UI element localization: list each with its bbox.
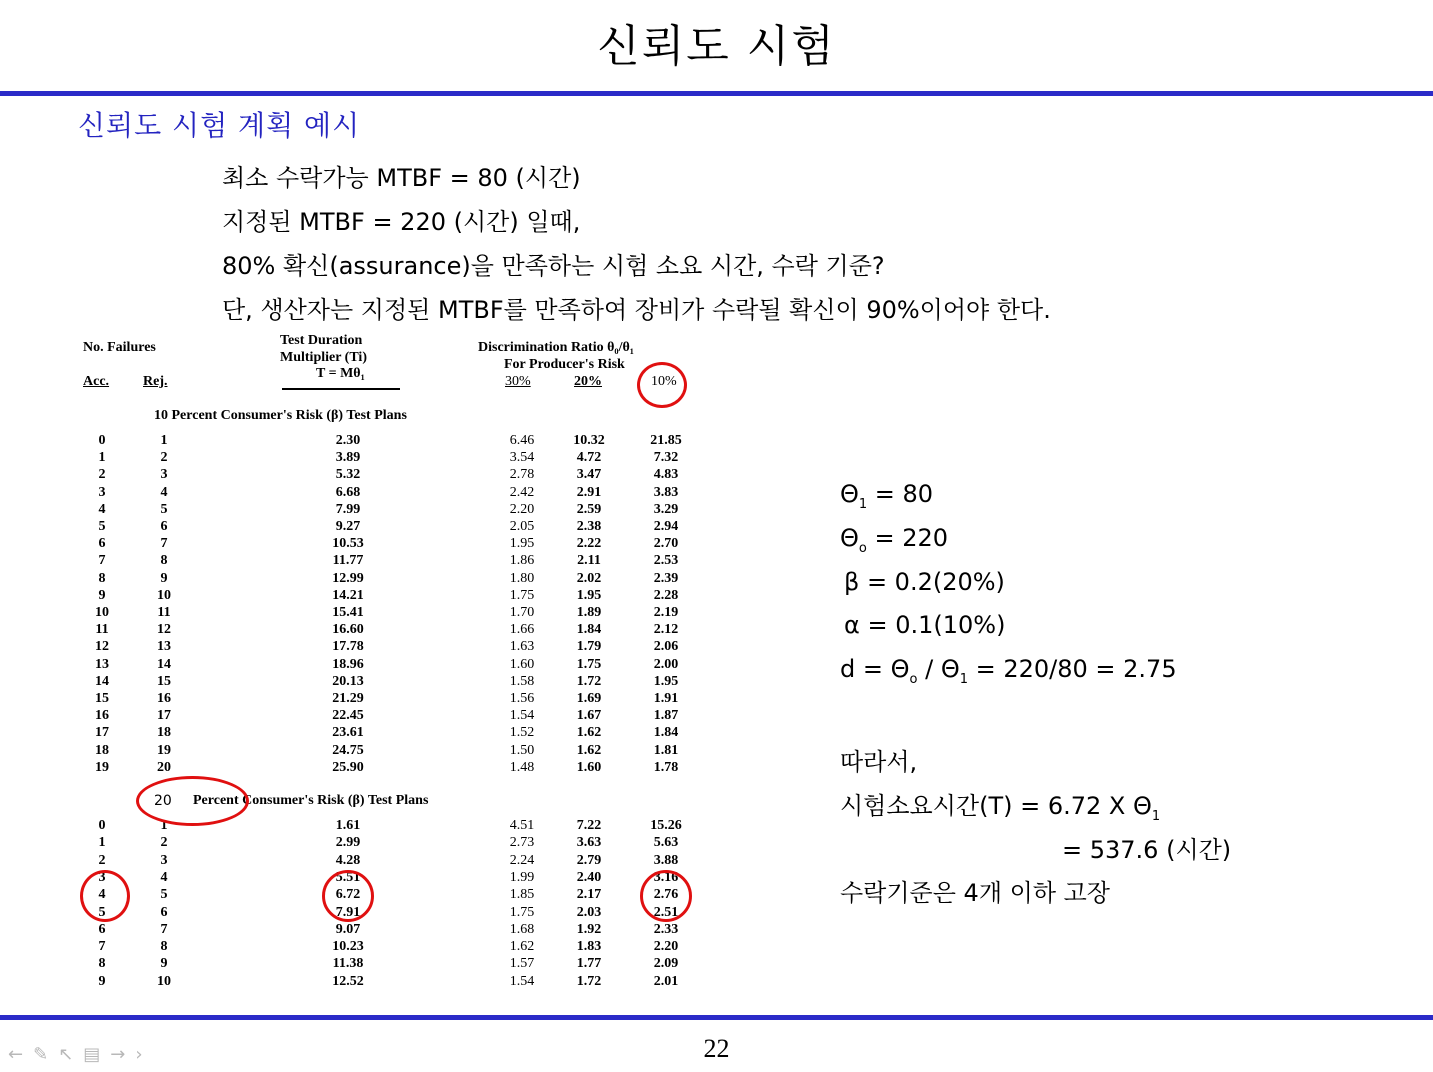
theta0-symbol: Θ (840, 524, 859, 552)
acc-cell: 6 (98, 921, 106, 937)
ratio-10-cell: 4.83 (653, 467, 679, 483)
ratio-10-cell: 2.76 (653, 887, 679, 903)
ratio-20-cell: 1.95 (576, 587, 602, 603)
acc-cell: 7 (98, 939, 106, 955)
acc-cell: 9 (98, 973, 106, 989)
acc-cell: 3 (98, 484, 106, 500)
multiplier-cell: 17.78 (332, 639, 364, 655)
acc-cell: 2 (98, 467, 106, 483)
acc-cell: 0 (98, 433, 106, 448)
rej-cell: 11 (157, 605, 171, 620)
rej-cell: 7 (160, 536, 168, 552)
ratio-10-cell: 1.81 (653, 742, 679, 758)
acc-cell: 18 (95, 742, 109, 758)
multiplier-cell: 24.75 (332, 742, 364, 758)
multiplier-cell: 12.52 (332, 973, 364, 989)
beta-line: β = 0.2(20%) (844, 568, 1005, 596)
ratio-10-cell: 5.63 (653, 835, 679, 851)
multiplier-cell: 5.32 (335, 467, 361, 483)
ratio-20-cell: 3.63 (576, 835, 602, 851)
acc-cell: 1 (98, 450, 106, 466)
multiplier-cell: 11.38 (332, 956, 364, 972)
header-pct-20: 20% (574, 374, 602, 389)
problem-statement (222, 156, 1051, 332)
acc-cell: 8 (98, 956, 106, 972)
rej-cell: 7 (160, 921, 168, 937)
ratio-10-cell: 3.16 (653, 869, 679, 885)
multiplier-cell: 7.91 (335, 904, 361, 920)
rej-cell: 4 (160, 484, 168, 500)
acc-cell: 15 (95, 691, 109, 706)
ratio-20-cell: 1.89 (576, 605, 602, 620)
multiplier-cell: 11.77 (332, 553, 364, 569)
theta0-value: = 220 (866, 524, 949, 552)
intro-line: 최소 수락가능 MTBF = 80 (시간) (222, 164, 581, 192)
ratio-20-cell: 1.69 (576, 691, 602, 706)
rej-cell: 1 (160, 433, 168, 448)
ratio-30-cell: 1.58 (509, 673, 535, 689)
highlight-circle-failures-4 (80, 870, 130, 922)
acc-cell: 2 (98, 852, 106, 868)
d-sub-o: o (909, 672, 918, 687)
test-time-line (840, 786, 1160, 824)
document-icon[interactable]: ▤ (83, 1044, 111, 1065)
ratio-30-cell: 1.57 (509, 956, 535, 972)
multiplier-cell: 10.23 (332, 939, 364, 955)
ratio-10-cell: 2.00 (653, 656, 679, 672)
bottom-divider (0, 1015, 1433, 1020)
ratio-20-cell: 2.03 (576, 904, 602, 920)
ratio-30-cell: 1.86 (509, 553, 535, 569)
ratio-30-cell: 6.46 (509, 433, 535, 448)
acceptance-criterion: 수락기준은 4개 이하 고장 (840, 879, 1110, 907)
arrow-left-icon[interactable]: ← (8, 1044, 34, 1065)
acc-cell: 10 (95, 605, 109, 620)
ratio-30-cell: 2.05 (509, 519, 535, 534)
acc-cell: 19 (95, 759, 109, 775)
rej-cell: 17 (157, 708, 171, 724)
ratio-30-cell: 4.51 (509, 818, 535, 833)
multiplier-cell: 23.61 (332, 725, 364, 741)
multiplier-cell: 12.99 (332, 570, 364, 586)
section-10-percent-title: 10 Percent Consumer's Risk (β) Test Plans (154, 408, 407, 423)
header-duration-underline (282, 388, 400, 390)
ratio-10-cell: 1.91 (653, 691, 679, 706)
ratio-30-cell: 1.56 (509, 691, 535, 706)
ratio-20-cell: 1.75 (576, 656, 602, 672)
ratio-30-cell: 1.80 (509, 570, 535, 586)
multiplier-cell: 7.99 (335, 501, 361, 517)
ratio-20-cell: 1.62 (576, 742, 602, 758)
page-title: 신뢰도 시험 (597, 21, 836, 72)
multiplier-cell: 14.21 (332, 587, 364, 603)
ratio-30-cell: 2.78 (509, 467, 535, 483)
ratio-20-cell: 1.67 (576, 708, 602, 724)
rej-cell: 15 (157, 673, 171, 689)
theta1-sub: 1 (858, 497, 868, 512)
rej-cell: 8 (160, 939, 168, 955)
highlight-circle-2-76 (640, 870, 692, 922)
ratio-20-cell: 1.92 (576, 921, 602, 937)
rej-cell: 6 (160, 519, 168, 534)
multiplier-cell: 25.90 (332, 759, 364, 775)
ratio-10-cell: 2.06 (653, 639, 679, 655)
rej-cell: 5 (160, 501, 168, 517)
ratio-10-cell: 1.95 (653, 673, 679, 689)
ratio-30-cell: 1.50 (509, 742, 535, 758)
multiplier-cell: 18.96 (332, 656, 364, 672)
slide-navigation (8, 1044, 153, 1065)
ratio-20-cell: 2.02 (576, 570, 602, 586)
acc-cell: 5 (98, 519, 106, 534)
rej-cell: 2 (160, 835, 168, 851)
ratio-20-cell: 7.22 (576, 818, 602, 833)
ratio-20-cell: 3.47 (576, 467, 602, 483)
ratio-20-cell: 1.72 (576, 973, 602, 989)
acc-cell: 11 (95, 622, 109, 638)
ratio-20-cell: 1.77 (576, 956, 602, 972)
ratio-10-cell: 7.32 (653, 450, 679, 466)
ratio-10-cell: 2.12 (653, 622, 679, 638)
section-20-percent-number: 20 (154, 793, 172, 809)
multiplier-cell: 16.60 (332, 622, 364, 638)
acc-cell: 3 (98, 869, 106, 885)
ratio-30-cell: 1.99 (509, 869, 535, 885)
ratio-30-cell: 1.60 (509, 656, 535, 672)
multiplier-cell: 21.29 (332, 691, 364, 706)
multiplier-cell: 3.89 (335, 450, 361, 466)
rej-cell: 1 (160, 818, 168, 833)
ratio-20-cell: 2.91 (576, 484, 602, 500)
multiplier-cell: 10.53 (332, 536, 364, 552)
test-time-result: = 537.6 (시간) (1062, 836, 1232, 864)
header-duration-2: Multiplier (Ti) (280, 350, 367, 365)
multiplier-cell: 20.13 (332, 673, 364, 689)
acc-cell: 0 (98, 818, 106, 833)
ratio-10-cell: 2.53 (653, 553, 679, 569)
ratio-30-cell: 1.52 (509, 725, 535, 741)
test-time-text: 시험소요시간(T) = 6.72 X Θ (840, 792, 1152, 820)
ratio-10-cell: 3.83 (653, 484, 679, 500)
pen-icon[interactable]: ✎ (33, 1044, 59, 1065)
acc-cell: 5 (98, 904, 106, 920)
d-middle: / Θ (917, 655, 960, 683)
ratio-30-cell: 1.63 (509, 639, 535, 655)
header-pct-30: 30% (505, 374, 531, 389)
rej-cell: 10 (157, 587, 171, 603)
ratio-30-cell: 2.42 (509, 484, 535, 500)
section-subtitle: 신뢰도 시험 계획 예시 (78, 109, 361, 142)
ratio-10-cell: 3.88 (653, 852, 679, 868)
pointer-icon[interactable]: ↖ (58, 1044, 84, 1065)
ratio-20-cell: 4.72 (576, 450, 602, 466)
ratio-10-cell: 21.85 (650, 433, 682, 448)
header-duration-3: T = Mθ₁ (316, 366, 365, 381)
header-ratio-1: Discrimination Ratio θ₀/θ₁ (478, 340, 635, 355)
rej-cell: 19 (157, 742, 171, 758)
acc-cell: 12 (95, 639, 109, 655)
ratio-10-cell: 15.26 (650, 818, 682, 833)
rej-cell: 5 (160, 887, 168, 903)
theta1-symbol: Θ (840, 480, 859, 508)
acc-cell: 4 (98, 887, 106, 903)
ratio-30-cell: 2.20 (509, 501, 535, 517)
ratio-10-cell: 3.29 (653, 501, 679, 517)
rej-cell: 12 (157, 622, 171, 638)
ratio-30-cell: 1.75 (509, 904, 535, 920)
rej-cell: 3 (160, 852, 168, 868)
multiplier-cell: 15.41 (332, 605, 364, 620)
multiplier-cell: 6.72 (335, 887, 361, 903)
ratio-20-cell: 2.38 (576, 519, 602, 534)
ratio-30-cell: 1.75 (509, 587, 535, 603)
theta0-line (840, 524, 948, 556)
ratio-30-cell: 1.85 (509, 887, 535, 903)
ratio-30-cell: 1.54 (509, 973, 535, 989)
d-prefix: d = Θ (840, 655, 910, 683)
ratio-30-cell: 2.24 (509, 852, 535, 868)
ratio-10-cell: 2.51 (653, 904, 679, 920)
ratio-10-cell: 1.78 (653, 759, 679, 775)
ratio-10-cell: 2.20 (653, 939, 679, 955)
rej-cell: 18 (157, 725, 171, 741)
rej-cell: 13 (157, 639, 171, 655)
multiplier-cell: 4.28 (335, 852, 361, 868)
ratio-10-cell: 2.39 (653, 570, 679, 586)
rej-cell: 8 (160, 553, 168, 569)
therefore-line: 따라서, (840, 748, 918, 776)
rej-cell: 14 (157, 656, 171, 672)
header-pct-10: 10% (651, 374, 677, 389)
header-acc: Acc. (83, 374, 110, 389)
theta1-line (840, 480, 933, 512)
rej-cell: 4 (160, 869, 168, 885)
rej-cell: 9 (160, 956, 168, 972)
ratio-20-cell: 2.40 (576, 869, 602, 885)
acc-cell: 16 (95, 708, 109, 724)
acc-cell: 9 (98, 587, 106, 603)
ratio-20-cell: 2.22 (576, 536, 602, 552)
ratio-10-cell: 2.01 (653, 973, 679, 989)
ratio-20-cell: 2.11 (577, 553, 601, 569)
ratio-10-cell: 1.87 (653, 708, 679, 724)
acc-cell: 7 (98, 553, 106, 569)
multiplier-cell: 22.45 (332, 708, 364, 724)
ratio-20-cell: 1.83 (576, 939, 602, 955)
ratio-10-cell: 1.84 (653, 725, 679, 741)
acc-cell: 1 (98, 835, 106, 851)
arrow-right-icon[interactable]: → (110, 1044, 136, 1065)
test-time-sub: 1 (1151, 809, 1161, 824)
theta1-value: = 80 (867, 480, 934, 508)
ratio-10-cell: 2.94 (653, 519, 679, 534)
ratio-30-cell: 1.54 (509, 708, 535, 724)
acc-cell: 17 (95, 725, 109, 741)
page-number: 22 (703, 1034, 730, 1063)
acc-cell: 13 (95, 656, 109, 672)
acc-cell: 4 (98, 501, 106, 517)
highlight-circle-20-percent (136, 776, 249, 826)
rej-cell: 20 (157, 759, 171, 775)
rej-cell: 6 (160, 904, 168, 920)
intro-line: 지정된 MTBF = 220 (시간) 일때, (222, 208, 581, 236)
highlight-circle-6-72 (322, 870, 374, 922)
discrimination-ratio-line (840, 655, 1177, 687)
multiplier-cell: 9.27 (335, 519, 361, 534)
ratio-10-cell: 2.28 (653, 587, 679, 603)
ratio-10-cell: 2.33 (653, 921, 679, 937)
ratio-20-cell: 1.72 (576, 673, 602, 689)
acc-cell: 8 (98, 570, 106, 586)
ratio-30-cell: 1.95 (509, 536, 535, 552)
rej-cell: 2 (160, 450, 168, 466)
ratio-30-cell: 1.66 (509, 622, 535, 638)
ratio-30-cell: 1.62 (509, 939, 535, 955)
header-no-failures: No. Failures (83, 340, 156, 355)
acc-cell: 6 (98, 536, 106, 552)
rej-cell: 9 (160, 570, 168, 586)
intro-line: 단, 생산자는 지정된 MTBF를 만족하여 장비가 수락될 확신이 90%이어야 한다. (222, 296, 1051, 324)
acc-cell: 14 (95, 673, 109, 689)
rej-cell: 3 (160, 467, 168, 483)
alpha-line: α = 0.1(10%) (844, 611, 1006, 639)
ratio-20-cell: 2.17 (576, 887, 602, 903)
rej-cell: 16 (157, 691, 171, 706)
chevron-right-icon[interactable]: › (135, 1044, 153, 1065)
ratio-30-cell: 2.73 (509, 835, 535, 851)
ratio-20-cell: 1.60 (576, 759, 602, 775)
intro-line: 80% 확신(assurance)을 만족하는 시험 소요 시간, 수락 기준? (222, 252, 885, 280)
d-result: = 220/80 = 2.75 (967, 655, 1177, 683)
header-duration-1: Test Duration (280, 333, 363, 348)
ratio-20-cell: 1.79 (576, 639, 602, 655)
ratio-30-cell: 3.54 (509, 450, 535, 466)
multiplier-cell: 6.68 (335, 484, 361, 500)
top-divider (0, 91, 1433, 96)
ratio-10-cell: 2.70 (653, 536, 679, 552)
ratio-20-cell: 2.79 (576, 852, 602, 868)
ratio-30-cell: 1.48 (509, 759, 535, 775)
multiplier-cell: 5.51 (335, 869, 361, 885)
ratio-20-cell: 10.32 (573, 433, 605, 448)
header-rej: Rej. (143, 374, 168, 389)
multiplier-cell: 2.30 (335, 433, 361, 448)
ratio-30-cell: 1.68 (509, 921, 535, 937)
ratio-20-cell: 1.84 (576, 622, 602, 638)
highlight-circle-10pct (637, 362, 687, 408)
ratio-20-cell: 1.62 (576, 725, 602, 741)
rej-cell: 10 (157, 973, 171, 989)
section-20-percent-title: Percent Consumer's Risk (β) Test Plans (193, 793, 429, 808)
multiplier-cell: 1.61 (335, 818, 361, 833)
ratio-10-cell: 2.09 (653, 956, 679, 972)
multiplier-cell: 2.99 (335, 835, 361, 851)
ratio-10-cell: 2.19 (653, 605, 679, 620)
ratio-30-cell: 1.70 (509, 605, 535, 620)
header-ratio-2: For Producer's Risk (504, 357, 625, 372)
multiplier-cell: 9.07 (335, 921, 361, 937)
ratio-20-cell: 2.59 (576, 501, 602, 517)
theta0-sub: o (858, 541, 867, 556)
d-sub-1: 1 (959, 672, 968, 687)
